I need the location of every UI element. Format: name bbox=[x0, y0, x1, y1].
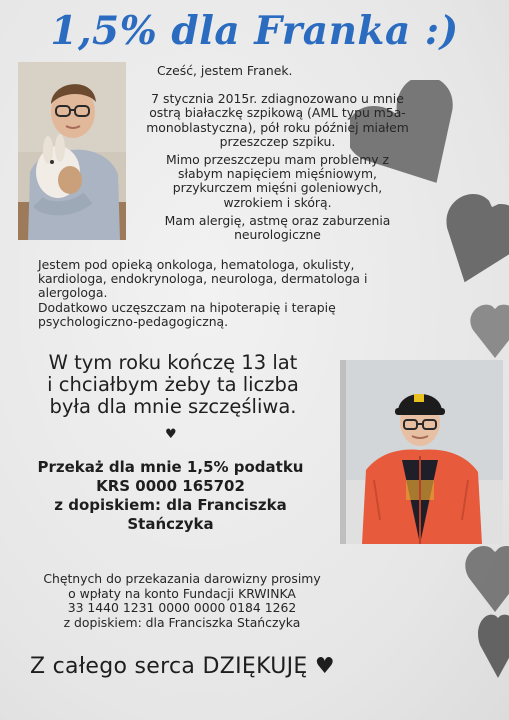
bank-line: o wpłaty na konto Fundacji KRWINKA bbox=[68, 585, 296, 601]
boy-with-rabbit-photo bbox=[18, 62, 126, 240]
care-section bbox=[38, 258, 418, 329]
allergies-text: Mam alergię, astmę oraz zaburzenia neurologiczne bbox=[164, 212, 391, 243]
intro-section bbox=[145, 64, 410, 246]
poster-title: 1,5% dla Franka :) bbox=[50, 8, 459, 54]
boy-in-orange-jacket-photo bbox=[340, 360, 503, 544]
diagnosis-text: 7 stycznia 2015r. zdiagnozowano u mnie ostrą białaczkę szpikową (AML typu m5a- monoblastyczna), pół roku później miałem przeszczep szpiku. bbox=[146, 91, 409, 149]
doctors-text: Jestem pod opieką onkologa, hematologa, okulisty, kardiologa, endokrynologa, neurologa, dermatologa i alergologa. bbox=[38, 257, 368, 301]
bank-transfer-section bbox=[12, 572, 352, 630]
wish-line: W tym roku kończę 13 lat bbox=[48, 351, 298, 374]
heart-decoration-icon bbox=[440, 190, 509, 290]
heart-decoration-icon bbox=[470, 300, 509, 360]
bank-line: Chętnych do przekazania darowizny prosimy bbox=[43, 571, 321, 586]
krs-number: KRS 0000 165702 bbox=[96, 477, 245, 495]
appeal-line: z dopiskiem: dla Franciszka bbox=[54, 496, 287, 514]
heart-decoration-icon bbox=[478, 600, 509, 680]
heart-icon: ♥ bbox=[165, 427, 177, 442]
thanks-text: Z całego serca DZIĘKUJĘ ♥ bbox=[30, 654, 335, 679]
greeting-text: Cześć, jestem Franek. bbox=[157, 63, 293, 78]
wish-section bbox=[28, 352, 318, 418]
wish-line: była dla mnie szczęśliwa. bbox=[49, 395, 297, 418]
bank-line: z dopiskiem: dla Franciszka Stańczyka bbox=[63, 614, 301, 630]
tax-appeal-section bbox=[18, 458, 323, 534]
wish-line: i chciałbym żeby ta liczba bbox=[47, 373, 299, 396]
appeal-line: Przekaż dla mnie 1,5% podatku bbox=[37, 458, 304, 476]
bank-account-number: 33 1440 1231 0000 0000 0184 1262 bbox=[67, 600, 297, 615]
problems-text: Mimo przeszczepu mam problemy z słabym napięciem mięśniowym, przykurczem mięśni goleniowych, wzrokiem i skórą. bbox=[165, 152, 390, 210]
appeal-line: Stańczyka bbox=[127, 515, 214, 533]
therapy-text: Dodatkowo uczęszczam na hipoterapię i terapię psychologiczno-pedagogiczną. bbox=[38, 299, 336, 329]
